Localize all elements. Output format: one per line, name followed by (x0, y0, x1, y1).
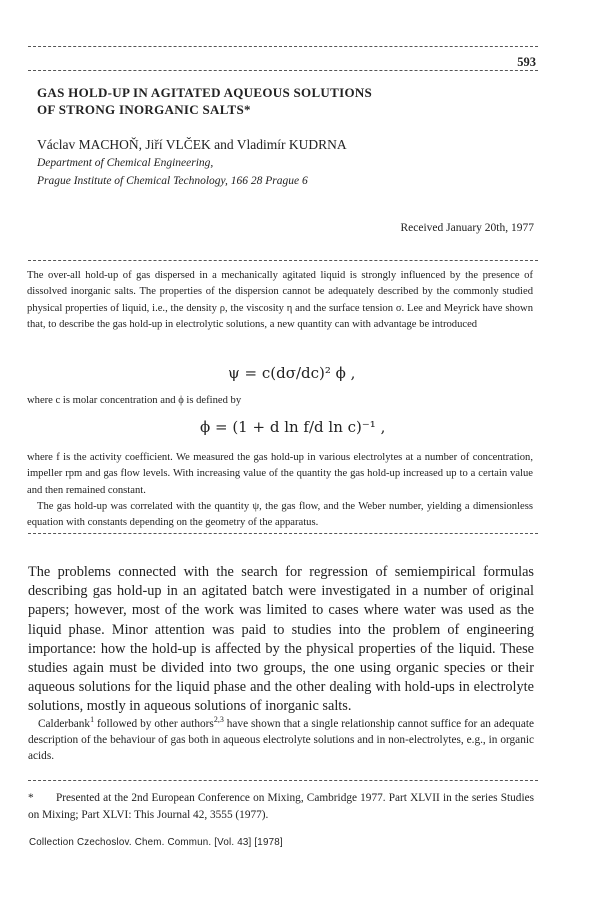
abstract-paragraph-3 (27, 450, 533, 531)
footnote (28, 790, 534, 823)
footnote-rule (28, 780, 538, 781)
body-text-2b: followed by other authors (94, 718, 214, 730)
abstract-text-1: The over-all hold-up of gas dispersed in a mechanically agitated liquid is strongly influenced by the presence of dissolved inorganic salts. The properties of the dispersion cannot be adequately described by the commonly studied physical properties of liquid, i.e., the density ρ, the viscosity η and the surface tension σ. Lee and Meyrick have shown that, to describe the gas hold-up in electrolytic solutions, a new quantity can with advantage be introduced (27, 270, 533, 330)
citation-ref-2: 2,3 (213, 715, 224, 725)
body-paragraph-2 (28, 716, 534, 764)
page-number: 593 (517, 55, 536, 69)
equation-phi: ϕ = (1 + d ln f/d ln c)⁻¹ , (200, 418, 386, 436)
affiliation-line-2: Prague Institute of Chemical Technology, 166 28 Prague 6 (37, 175, 308, 187)
abstract-text-2: where c is molar concentration and ϕ is defined by (27, 395, 242, 406)
citation-ref-1: 1 (90, 715, 95, 725)
body-text-1: The problems connected with the search for regression of semiempirical formulas describing gas hold-up in an agitated batch were investigated in a number of original papers; however, most of the work was limited to cases where water was used as the liquid phase. Minor attention was paid to studies into the problem of engineering importance: how the hold-up is affected by the physical properties of the liquid. These studies again must be divided into two groups, the one using organic species or their aqueous solutions for the liquid phase and the other dealing with hold-ups in electrolyte solutions, mostly in aqueous solutions of inorganic salts. (28, 564, 534, 715)
received-date: Received January 20th, 1977 (400, 222, 534, 234)
abstract-paragraph-1 (27, 268, 533, 333)
body-text-2 (28, 716, 534, 764)
title-line-1: GAS HOLD-UP IN AGITATED AQUEOUS SOLUTIONS (37, 85, 373, 100)
citation-author: Calderbank (38, 718, 91, 730)
footnote-text: Presented at the 2nd European Conference on Mixing, Cambridge 1977. Part XLVII in the series Studies on Mixing; Part XLVI: This Journal 42, 3555 (1977). (28, 792, 534, 821)
footnote-mark: * (28, 792, 34, 804)
header-rule (28, 46, 538, 47)
header-rule-lower (28, 70, 538, 71)
journal-footer: Collection Czechoslov. Chem. Commun. [Vol. 43] [1978] (29, 837, 283, 848)
abstract-paragraph-2 (27, 393, 533, 409)
article-title (37, 84, 507, 118)
body-paragraph-1 (28, 563, 534, 717)
abstract-top-rule (28, 260, 538, 261)
body-text-2c: have shown that a single relationship cannot suffice for an adequate description of the behaviour of gas both in aqueous electrolyte solutions and in non-electrolytes, e.g., in organic acids. (28, 718, 534, 762)
abstract-text-3: where f is the activity coefficient. We measured the gas hold-up in various electrolytes at a number of concentration, impeller rpm and gas flow levels. With increasing value of the quantity the gas hold-up increased up to a certain value and then remained constant. (27, 452, 533, 496)
abstract-bottom-rule (28, 533, 538, 534)
title-line-2: OF STRONG INORGANIC SALTS* (37, 102, 251, 117)
authors: Václav MACHOŇ, Jiří VLČEK and Vladimír KUDRNA (37, 137, 347, 152)
equation-psi: ψ = c(dσ/dc)² ϕ , (228, 364, 356, 382)
affiliation-line-1: Department of Chemical Engineering, (37, 157, 214, 169)
abstract-text-4: The gas hold-up was correlated with the quantity ψ, the gas flow, and the Weber number, yielding a dimensionless equation with constants depending on the geometry of the apparatus. (27, 500, 533, 529)
